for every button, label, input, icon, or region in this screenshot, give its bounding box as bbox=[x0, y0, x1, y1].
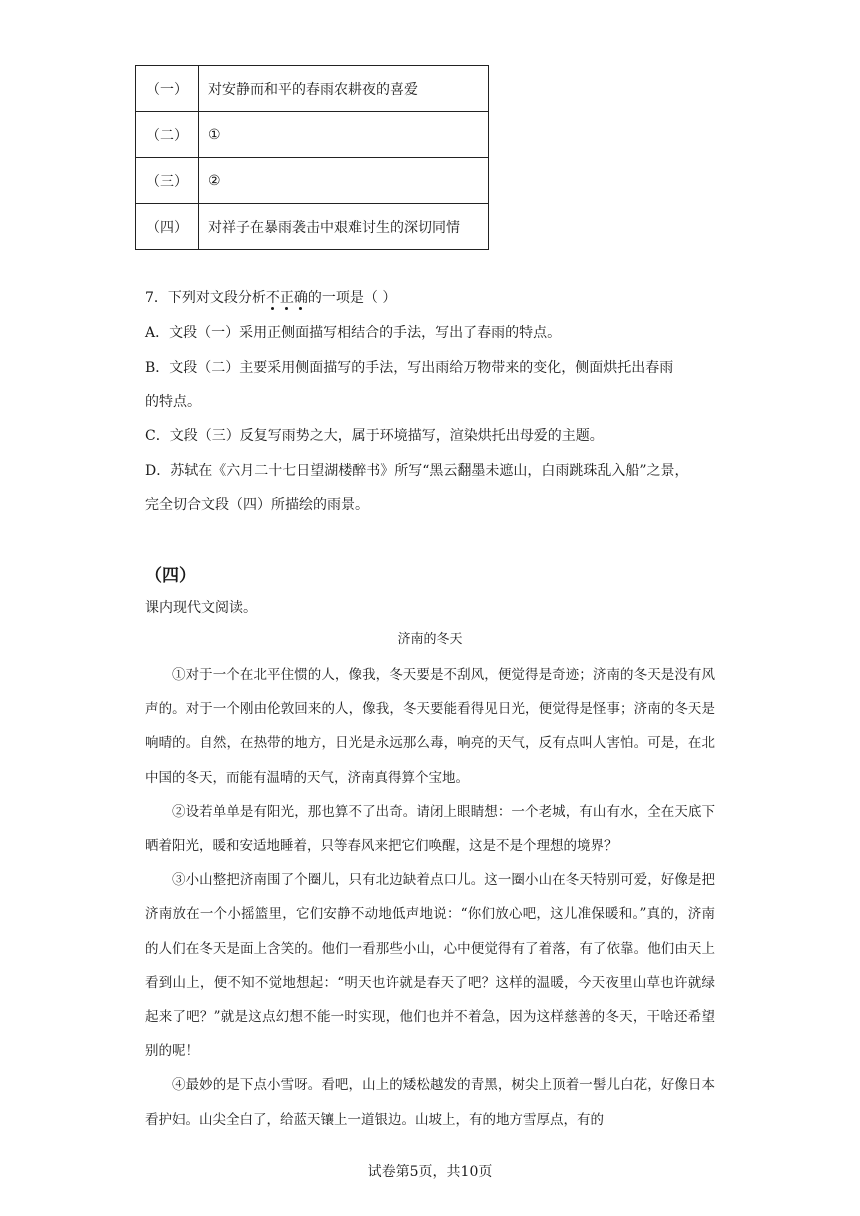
row-text: ① bbox=[199, 112, 489, 158]
paragraph: ③小山整把济南围了个圈儿，只有北边缺着点口儿。这一圈小山在冬天特别可爱，好像是把济南放在一个小摇篮里，它们安静不动地低声地说：“你们放心吧，这儿准保暖和。”真的，济南的人们在冬天是面上含笑的。他们一看那些小山，心中便觉得有了着落，有了依靠。他们由天上看到山上，便不知不觉地想起：“明天也许就是春天了吧？这样的温暖，今天夜里山草也许就绿起来了吧？”就是这点幻想不能一时实现，他们也并不着急，因为这样慈善的冬天，干啥还希望别的呢！ bbox=[145, 872, 715, 1060]
section-heading: （四） bbox=[145, 566, 196, 586]
option-d-cont: 完全切合文段（四）所描绘的雨景。 bbox=[145, 497, 369, 513]
paragraph: ②设若单单是有阳光，那也算不了出奇。请闭上眼睛想：一个老城，有山有水，全在天底下晒着阳光，暖和安适地睡着，只等春风来把它们唤醒，这是不是个理想的境界？ bbox=[145, 803, 715, 855]
option-b: B．文段（二）主要采用侧面描写的手法，写出雨给万物带来的变化，侧面烘托出春雨 bbox=[145, 360, 674, 376]
section-intro: 课内现代文阅读。 bbox=[145, 600, 257, 616]
option-b-cont: 的特点。 bbox=[145, 394, 201, 410]
row-label: （一） bbox=[136, 66, 199, 112]
table-row bbox=[136, 204, 489, 250]
row-text: 对安静而和平的春雨农耕夜的喜爱 bbox=[199, 66, 489, 112]
stem-prefix: 7．下列对文段分析 bbox=[145, 290, 266, 306]
stem-suffix: 的一项是（ ） bbox=[307, 290, 397, 306]
passage-title: 济南的冬天 bbox=[397, 632, 463, 647]
question-7-stem bbox=[145, 288, 396, 308]
emphasis-char: 不 bbox=[265, 290, 280, 306]
table-row bbox=[136, 158, 489, 204]
page-footer: 试卷第5页，共10页 bbox=[367, 1164, 493, 1180]
option-c: C．文段（三）反复写雨势之大，属于环境描写，渲染烘托出母爱的主题。 bbox=[145, 428, 604, 444]
row-label: （二） bbox=[136, 112, 199, 158]
row-label: （三） bbox=[136, 158, 199, 204]
emphasis-char: 正 bbox=[279, 290, 294, 306]
row-label: （四） bbox=[136, 204, 199, 250]
row-text: ② bbox=[199, 158, 489, 204]
paragraph: ①对于一个在北平住惯的人，像我，冬天要是不刮风，便觉得是奇迹；济南的冬天是没有风声的。对于一个刚由伦敦回来的人，像我，冬天要能看得见日光，便觉得是怪事；济南的冬天是响晴的。自然，在热带的地方，日光是永远那么毒，响亮的天气，反有点叫人害怕。可是，在北中国的冬天，而能有温晴的天气，济南真得算个宝地。 bbox=[145, 667, 715, 786]
table-row bbox=[136, 66, 489, 112]
analysis-table bbox=[135, 65, 489, 250]
paragraph: ④最妙的是下点小雪呀。看吧，山上的矮松越发的青黑，树尖上顶着一髻儿白花，好像日本看护妇。山尖全白了，给蓝天镶上一道银边。山坡上，有的地方雪厚点，有的 bbox=[145, 1077, 715, 1128]
option-a: A．文段（一）采用正侧面描写相结合的手法，写出了春雨的特点。 bbox=[145, 325, 562, 341]
emphasis-char: 确 bbox=[293, 290, 308, 306]
row-text: 对祥子在暴雨袭击中艰难讨生的深切同情 bbox=[199, 204, 489, 250]
option-d: D．苏轼在《六月二十七日望湖楼醉书》所写“黑云翻墨未遮山，白雨跳珠乱入船”之景， bbox=[145, 463, 689, 479]
passage bbox=[145, 658, 715, 1137]
table-row bbox=[136, 112, 489, 158]
